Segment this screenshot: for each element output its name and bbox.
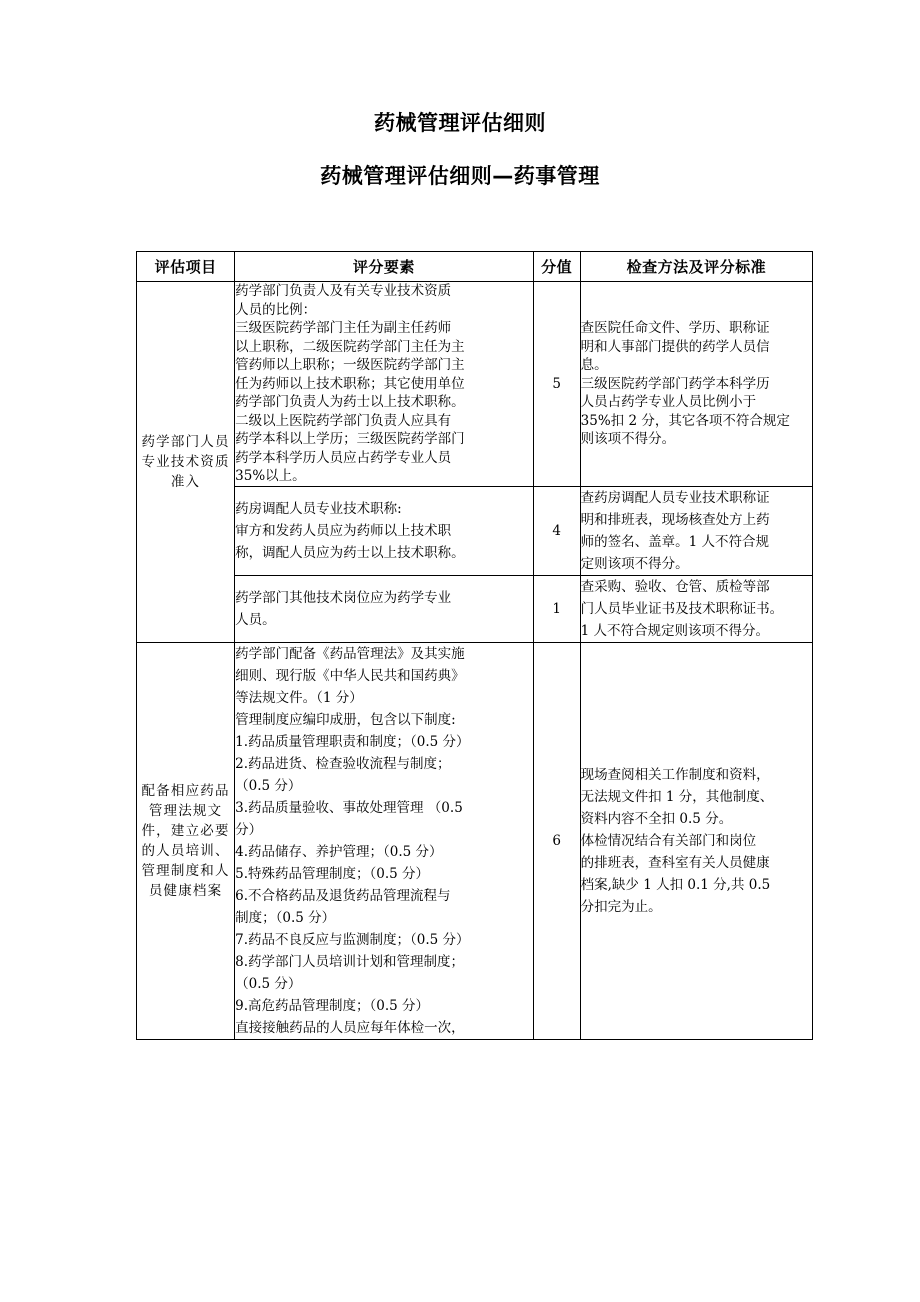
column-header-method: 检查方法及评分标准 bbox=[580, 252, 812, 282]
method-line: 明和人事部门提供的药学人员信 bbox=[580, 338, 770, 355]
element-line: 1.药品质量管理职责和制度；（0.5 分） bbox=[235, 733, 470, 750]
element-line: 人员的比例： bbox=[235, 301, 317, 318]
element-line: 35%以上。 bbox=[235, 468, 306, 484]
method-line: 人员占药学专业人员比例小于 bbox=[580, 394, 757, 410]
element-line: 8.药学部门人员培训计划和管理制度； bbox=[235, 953, 465, 970]
table-header bbox=[137, 252, 813, 282]
score-cell: 5 bbox=[533, 282, 580, 487]
element-line: 5.特殊药品管理制度；（0.5 分） bbox=[235, 865, 430, 882]
element-line: 7.药品不良反应与监测制度；（0.5 分） bbox=[235, 931, 470, 948]
element-line: 等法规文件。（1 分） bbox=[235, 689, 363, 706]
method-line: 资料内容不全扣 0.5 分。 bbox=[580, 810, 733, 827]
score-cell: 4 bbox=[533, 486, 580, 575]
table-row bbox=[137, 282, 813, 487]
group-label-cell: 药学部门人员专业技术资质准入 bbox=[137, 282, 235, 643]
element-cell bbox=[235, 575, 533, 642]
element-line: 管理制度应编印成册，包含以下制度: bbox=[235, 711, 456, 728]
method-line: 息。 bbox=[580, 357, 608, 373]
page-title: 药械管理评估细则 bbox=[374, 111, 546, 135]
document-titles bbox=[0, 108, 920, 191]
element-line: （0.5 分） bbox=[235, 777, 302, 794]
method-line: 门人员毕业证书及技术职称证书。 bbox=[580, 600, 784, 617]
element-line: 细则、现行版《中华人民共和国药典》 bbox=[235, 667, 465, 684]
method-line: 三级医院药学部门药学本科学历 bbox=[580, 375, 770, 392]
method-cell bbox=[580, 282, 812, 487]
element-cell bbox=[235, 486, 533, 575]
element-line: 人员。 bbox=[235, 611, 276, 628]
element-line: 3.药品质量验收、事故处理管理 （0.5 bbox=[235, 799, 463, 816]
method-line: 明和排班表，现场核查处方上药 bbox=[580, 511, 770, 528]
method-line: 档案,缺少 1 人扣 0.1 分,共 0.5 bbox=[580, 876, 771, 893]
table-row bbox=[137, 575, 813, 642]
element-cell bbox=[235, 642, 533, 1039]
page-subtitle: 药械管理评估细则—药事管理 bbox=[320, 164, 600, 188]
method-line: 的排班表，查科室有关人员健康 bbox=[580, 854, 770, 871]
element-line: 任为药师以上技术职称；其它使用单位 bbox=[235, 375, 465, 392]
element-line: 管药师以上职称；一级医院药学部门主 bbox=[235, 357, 465, 373]
element-line: 4.药品储存、养护管理；（0.5 分） bbox=[235, 843, 443, 860]
method-line: 1 人不符合规定则该项不得分。 bbox=[580, 622, 770, 639]
column-header-score: 分值 bbox=[533, 252, 580, 282]
method-line: 无法规文件扣 1 分，其他制度、 bbox=[580, 788, 774, 805]
element-line: 药学本科学历人员应占药学专业人员 bbox=[235, 449, 452, 466]
element-line: （0.5 分） bbox=[235, 975, 302, 992]
rubric-table bbox=[136, 251, 813, 1040]
method-line: 分扣完为止。 bbox=[580, 898, 662, 915]
element-line: 药学部门负责人为药士以上技术职称。 bbox=[235, 394, 465, 410]
score-cell: 6 bbox=[533, 642, 580, 1039]
element-line: 二级以上医院药学部门负责人应具有 bbox=[235, 412, 452, 429]
table-row bbox=[137, 642, 813, 1039]
method-line: 师的签名、盖章。1 人不符合规 bbox=[580, 533, 770, 550]
method-line: 查采购、验收、仓管、质检等部 bbox=[580, 578, 770, 595]
score-cell: 1 bbox=[533, 575, 580, 642]
method-cell bbox=[580, 642, 812, 1039]
element-line: 药学本科以上学历；三级医院药学部门 bbox=[235, 431, 465, 447]
element-line: 三级医院药学部门主任为副主任药师 bbox=[235, 320, 452, 336]
table-header-row bbox=[137, 252, 813, 282]
element-cell bbox=[235, 282, 533, 487]
element-line: 药学部门负责人及有关专业技术资质 bbox=[235, 283, 452, 299]
element-line: 分） bbox=[235, 821, 263, 838]
column-header-item: 评估项目 bbox=[137, 252, 235, 282]
method-line: 查医院任命文件、学历、职称证 bbox=[580, 320, 770, 336]
rubric-table-container bbox=[136, 251, 813, 1040]
element-line: 称，调配人员应为药士以上技术职称。 bbox=[235, 544, 465, 561]
method-cell bbox=[580, 486, 812, 575]
element-line: 以上职称，二级医院药学部门主任为主 bbox=[235, 338, 465, 355]
method-line: 查药房调配人员专业技术职称证 bbox=[580, 489, 770, 506]
element-line: 药学部门配备《药品管理法》及其实施 bbox=[235, 645, 465, 662]
method-line: 35%扣 2 分，其它各项不符合规定 bbox=[580, 412, 790, 429]
element-line: 9.高危药品管理制度；（0.5 分） bbox=[235, 997, 430, 1014]
method-cell bbox=[580, 575, 812, 642]
column-header-element: 评分要素 bbox=[235, 252, 533, 282]
table-row bbox=[137, 486, 813, 575]
element-line: 6.不合格药品及退货药品管理流程与 bbox=[235, 887, 451, 904]
element-line: 2.药品进货、检查验收流程与制度； bbox=[235, 755, 451, 772]
element-line: 药房调配人员专业技术职称: bbox=[235, 500, 402, 517]
element-line: 直接接触药品的人员应每年体检一次， bbox=[235, 1019, 465, 1036]
element-line: 制度；（0.5 分） bbox=[235, 909, 336, 926]
method-line: 体检情况结合有关部门和岗位 bbox=[580, 832, 757, 849]
method-line: 现场查阅相关工作制度和资料， bbox=[580, 766, 770, 783]
element-line: 审方和发药人员应为药师以上技术职 bbox=[235, 522, 452, 539]
table-body bbox=[137, 282, 813, 1040]
element-line: 药学部门其他技术岗位应为药学专业 bbox=[235, 589, 452, 606]
method-line: 定则该项不得分。 bbox=[580, 555, 689, 572]
method-line: 则该项不得分。 bbox=[580, 431, 676, 447]
group-label-cell: 配备相应药品管理法规文件，建立必要的人员培训、管理制度和人员健康档案 bbox=[137, 642, 235, 1039]
